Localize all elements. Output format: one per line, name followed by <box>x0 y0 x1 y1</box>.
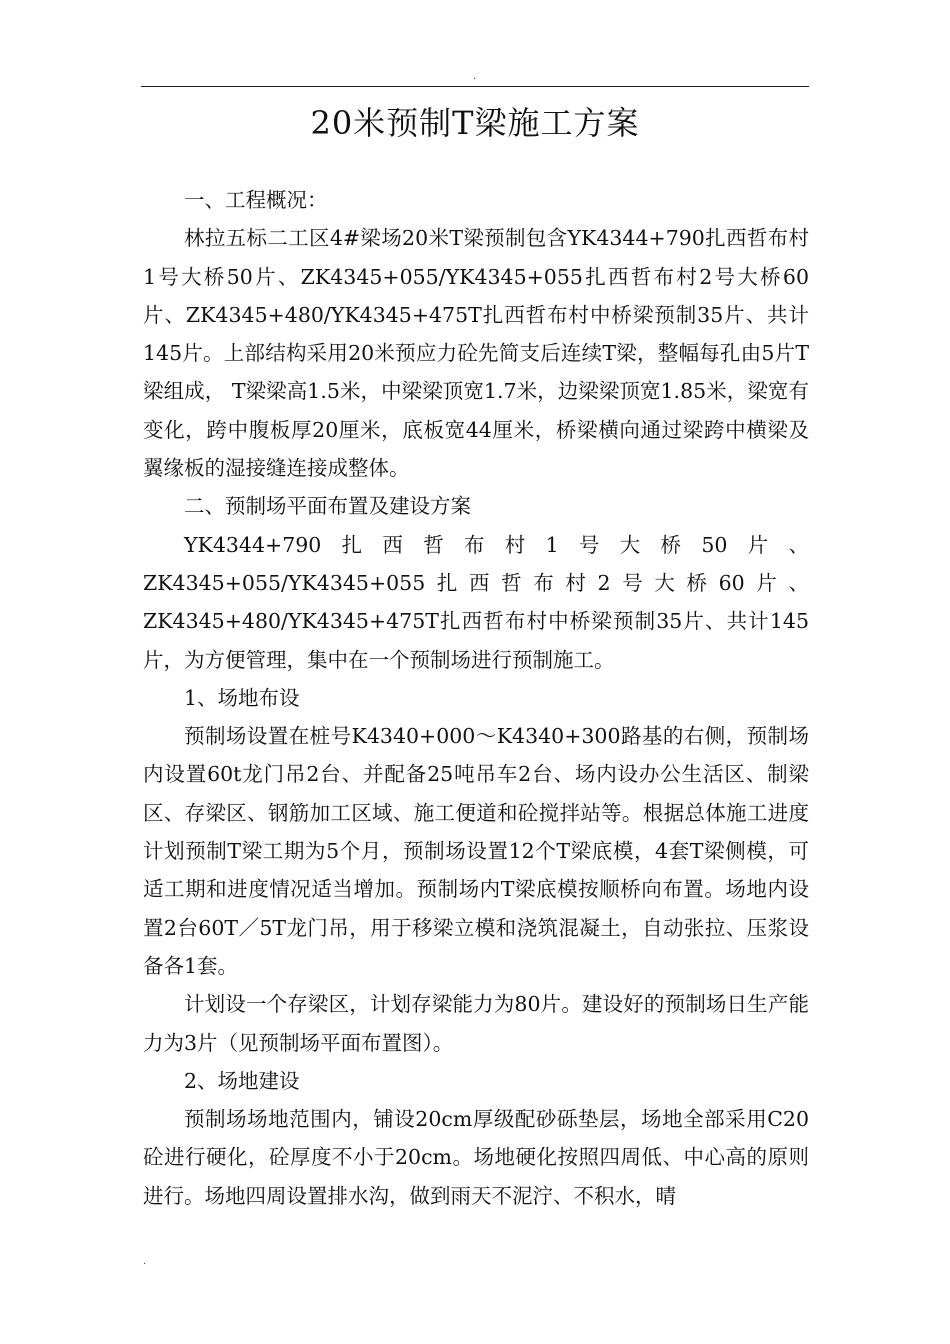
section-heading-overview: 一、工程概况： <box>184 188 328 212</box>
subheading-site-setup: 1、场地布设 <box>184 685 300 710</box>
paragraph-storage: 计划设一个存梁区，计划存梁能力为80片。建设好的预制场日生产能力为3片（见预制场平面布置图）。 <box>143 992 809 1055</box>
paragraph-layout: YK4344+790扎西哲布村1号大桥50片、ZK4345+055/YK4345+055扎西哲布村2号大桥60片、ZK4345+480/YK4345+475T扎西哲布村中桥梁预制35片、共计145片，为方便管理，集中在一个预制场进行预制施工。 <box>143 532 809 672</box>
footer-mark: . <box>143 1256 147 1267</box>
header-mark: . <box>473 71 477 82</box>
paragraph-site-setup: 预制场设置在桩号K4340+000～K4340+300路基的右侧，预制场内设置60t龙门吊2台、并配备25吨吊车2台、场内设办公生活区、制梁区、存梁区、钢筋加工区域、施工便道和砼搅拌站等。根据总体施工进度计划预制T梁工期为5个月，预制场设置12个T梁底模，4套T梁侧模，可适工期和进度情况适当增加。预制场内T梁底模按顺桥向布置。场地内设置2台60T／5T龙门吊，用于移梁立模和浇筑混凝土，自动张拉、压浆设备各1套。 <box>143 724 809 978</box>
subheading-site-construction: 2、场地建设 <box>184 1068 300 1093</box>
document-title: 20米预制T梁施工方案 <box>310 104 640 142</box>
header-rule <box>141 86 809 87</box>
paragraph-site-construction: 预制场场地范围内，铺设20cm厚级配砂砾垫层，场地全部采用C20砼进行硬化，砼厚度不小于20cm。场地硬化按照四周低、中心高的原则进行。场地四周设置排水沟，做到雨天不泥泞、不积水，晴 <box>143 1107 809 1208</box>
paragraph-overview: 林拉五标二工区4#梁场20米T梁预制包含YK4344+790扎西哲布村1号大桥50片、ZK4345+055/YK4345+055扎西哲布村2号大桥60片、ZK4345+480/YK4345+475T扎西哲布村中桥梁预制35片、共计145片。上部结构采用20米预应力砼先简支后连续T梁，整幅每孔由5片T梁组成， T梁梁高1.5米，中梁梁顶宽1.7米，边梁梁顶宽1.85米，梁宽有变化，跨中腹板厚20厘米，底板宽44厘米，桥梁横向通过梁跨中横梁及翼缘板的湿接缝连接成整体。 <box>143 226 809 481</box>
document-body <box>143 181 809 1215</box>
section-heading-layout: 二、预制场平面布置及建设方案 <box>184 494 471 519</box>
